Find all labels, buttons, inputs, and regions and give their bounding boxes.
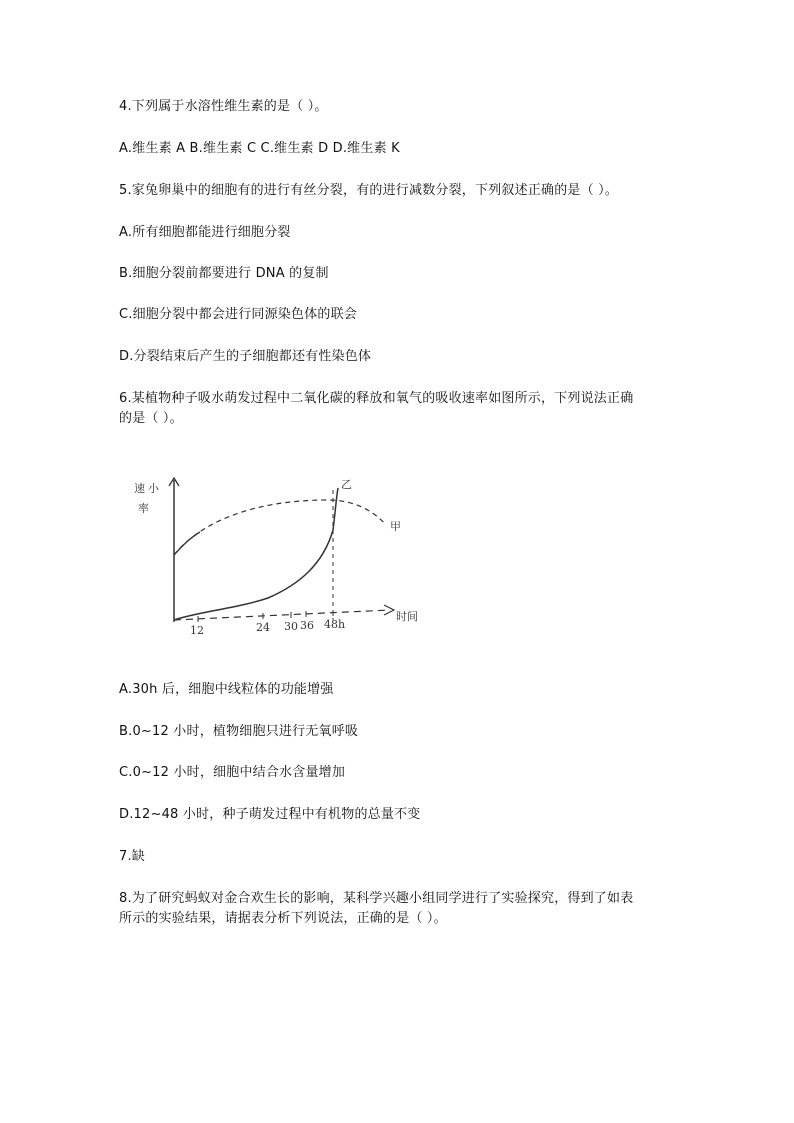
question-6-option-a: A.30h 后，细胞中线粒体的功能增强 (119, 682, 334, 697)
question-5-option-d: D.分裂结束后产生的子细胞都还有性染色体 (119, 349, 372, 364)
question-6-stem-line-2: 的是（ ）。 (119, 411, 183, 426)
question-5-stem: 5.家兔卵巢中的细胞有的进行有丝分裂，有的进行减数分裂，下列叙述正确的是（ ）。 (119, 183, 619, 198)
rate-curve-figure (128, 470, 438, 640)
curve-label-yi: 乙 (341, 478, 352, 491)
curve-label-jia: 甲 (390, 520, 401, 533)
question-8-stem-line-1: 8.为了研究蚂蚁对金合欢生长的影响，某科学兴趣小组同学进行了实验探究，得到了如表 (119, 891, 634, 906)
question-4-options: A.维生素 A B.维生素 C C.维生素 D D.维生素 K (119, 141, 400, 156)
y-axis-label-1: 速 (134, 482, 145, 495)
y-axis-label-small: 小 (148, 482, 159, 495)
y-axis-label-2: 率 (138, 502, 149, 515)
question-6-option-d: D.12~48 小时，种子萌发过程中有机物的总量不变 (119, 807, 421, 822)
question-6-stem-line-1: 6.某植物种子吸水萌发过程中二氧化碳的释放和氧气的吸收速率如图所示，下列说法正确 (119, 391, 634, 406)
question-8-stem-line-2: 所示的实验结果，请据表分析下列说法，正确的是（ ）。 (119, 911, 447, 926)
curve-jia-dashed (174, 500, 386, 555)
x-tick-48h: 48h (324, 618, 346, 631)
x-axis-arrow (384, 605, 394, 615)
question-7-stem: 7.缺 (119, 849, 146, 864)
curve-jia-start (174, 532, 200, 555)
x-tick-30: 30 (284, 620, 298, 633)
x-axis-label: 时间 (396, 610, 418, 623)
question-6-option-c: C.0~12 小时，细胞中结合水含量增加 (119, 765, 346, 780)
question-4-stem: 4.下列属于水溶性维生素的是（ ）。 (119, 99, 328, 114)
question-5-option-b: B.细胞分裂前都要进行 DNA 的复制 (119, 266, 329, 281)
curve-yi-solid (174, 488, 338, 620)
question-5-option-a: A.所有细胞都能进行细胞分裂 (119, 225, 291, 240)
question-6-option-b: B.0~12 小时，植物细胞只进行无氧呼吸 (119, 724, 359, 739)
x-tick-12: 12 (190, 624, 204, 637)
question-5-option-c: C.细胞分裂中都会进行同源染色体的联会 (119, 307, 358, 322)
rate-curve-svg (128, 470, 438, 640)
x-tick-36: 36 (300, 619, 314, 632)
x-tick-24: 24 (256, 621, 270, 634)
